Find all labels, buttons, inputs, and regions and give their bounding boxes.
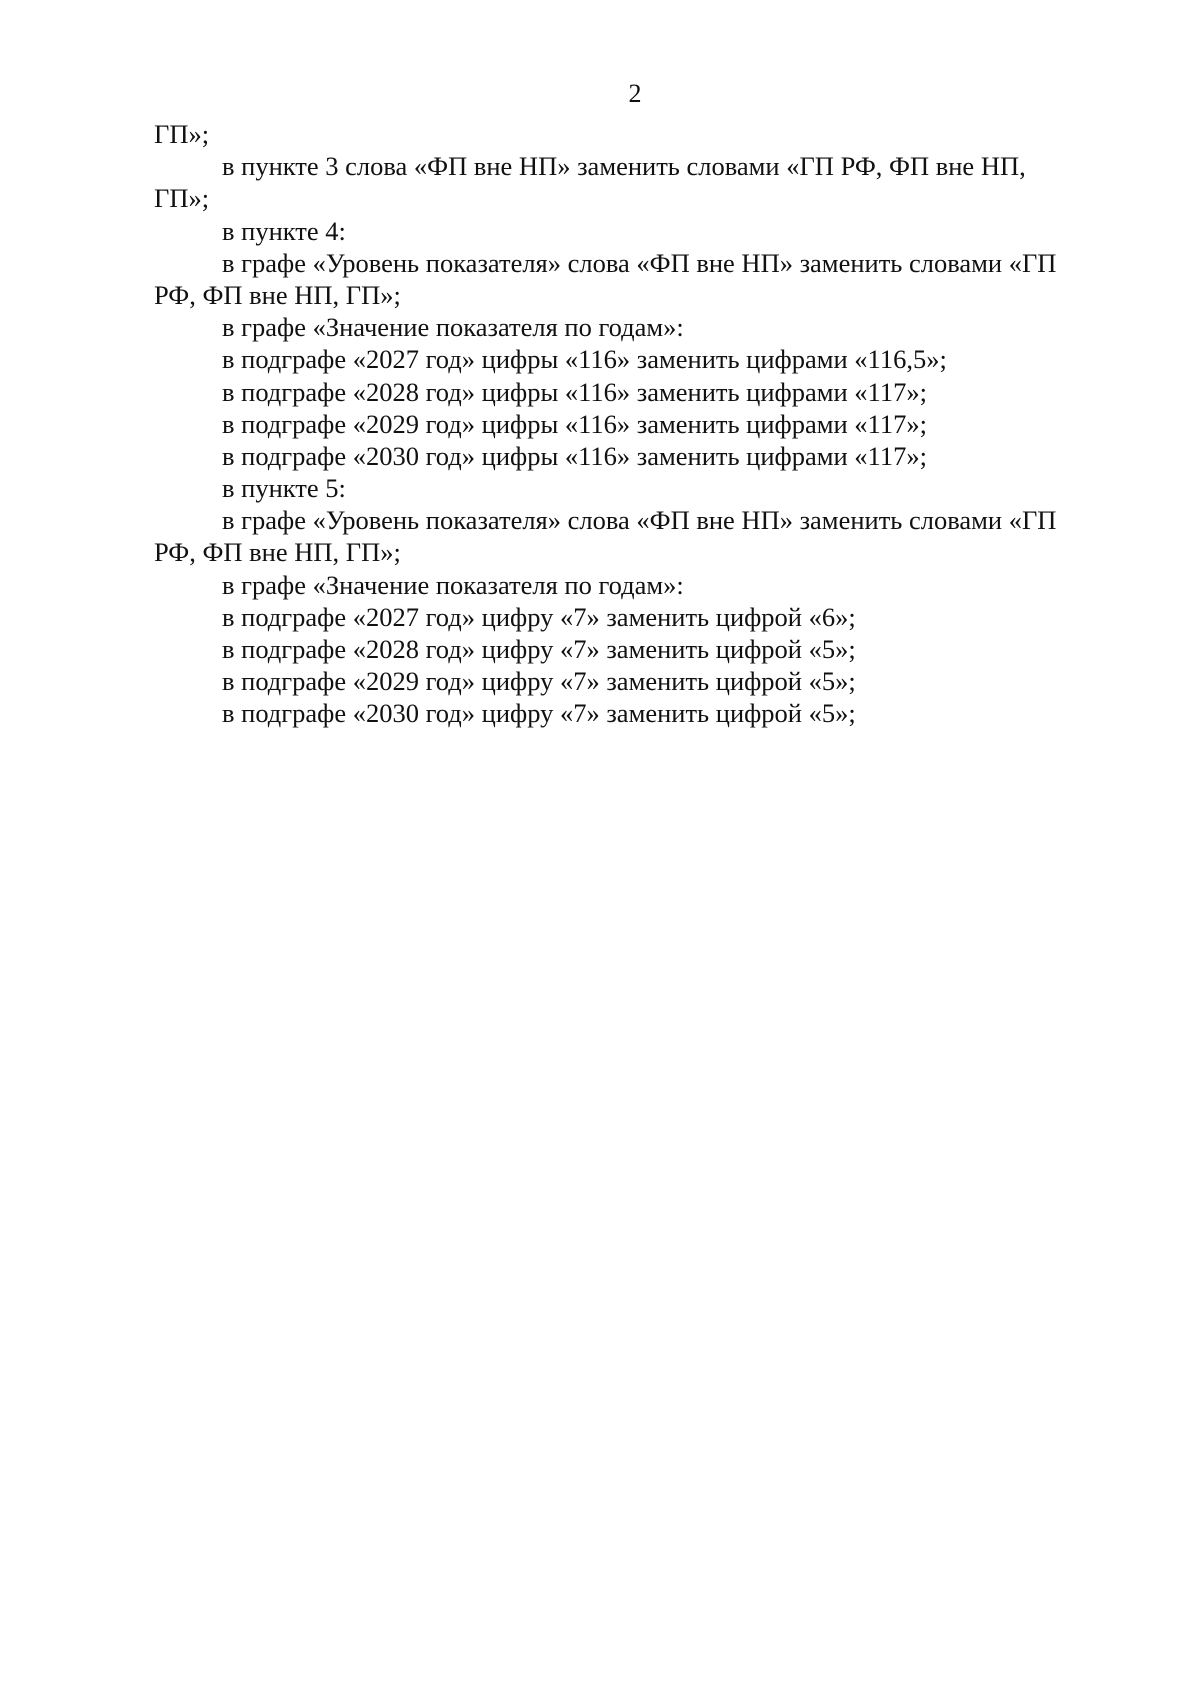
text-line: в подграфе «2029 год» цифру «7» заменить цифрой «5»; <box>222 666 856 697</box>
text-line: ГП»; <box>154 119 210 149</box>
text-line: в пункте 4: <box>222 215 346 246</box>
text-line: в подграфе «2028 год» цифры «116» заменить цифрами «117»; <box>222 376 927 407</box>
text-line: в графе «Уровень показателя» слова «ФП вне НП» заменить словами «ГП <box>222 247 1057 278</box>
text-line: РФ, ФП вне НП, ГП»; <box>154 537 401 568</box>
text-line: в подграфе «2029 год» цифры «116» заменить цифрами «117»; <box>222 408 927 439</box>
text-line: в подграфе «2030 год» цифры «116» заменить цифрами «117»; <box>222 440 927 471</box>
text-line: в графе «Значение показателя по годам»: <box>222 569 684 600</box>
text-line: в подграфе «2028 год» цифру «7» заменить цифрой «5»; <box>222 634 856 664</box>
text-line: в подграфе «2030 год» цифру «7» заменить цифрой «5»; <box>222 698 856 729</box>
text-line: РФ, ФП вне НП, ГП»; <box>154 279 401 310</box>
text-line: в графе «Уровень показателя» слова «ФП вне НП» заменить словами «ГП <box>222 505 1057 536</box>
text-line: ГП»; <box>154 183 210 214</box>
page-number: 2 <box>628 79 642 108</box>
text-line: в пункте 5: <box>222 473 346 504</box>
text-line: в графе «Значение показателя по годам»: <box>222 312 684 343</box>
text-line: в пункте 3 слова «ФП вне НП» заменить словами «ГП РФ, ФП вне НП, <box>222 151 1026 182</box>
document-body <box>154 118 1124 730</box>
text-line: в подграфе «2027 год» цифры «116» заменить цифрами «116,5»; <box>222 344 947 375</box>
text-line: в подграфе «2027 год» цифру «7» заменить цифрой «6»; <box>222 601 856 632</box>
